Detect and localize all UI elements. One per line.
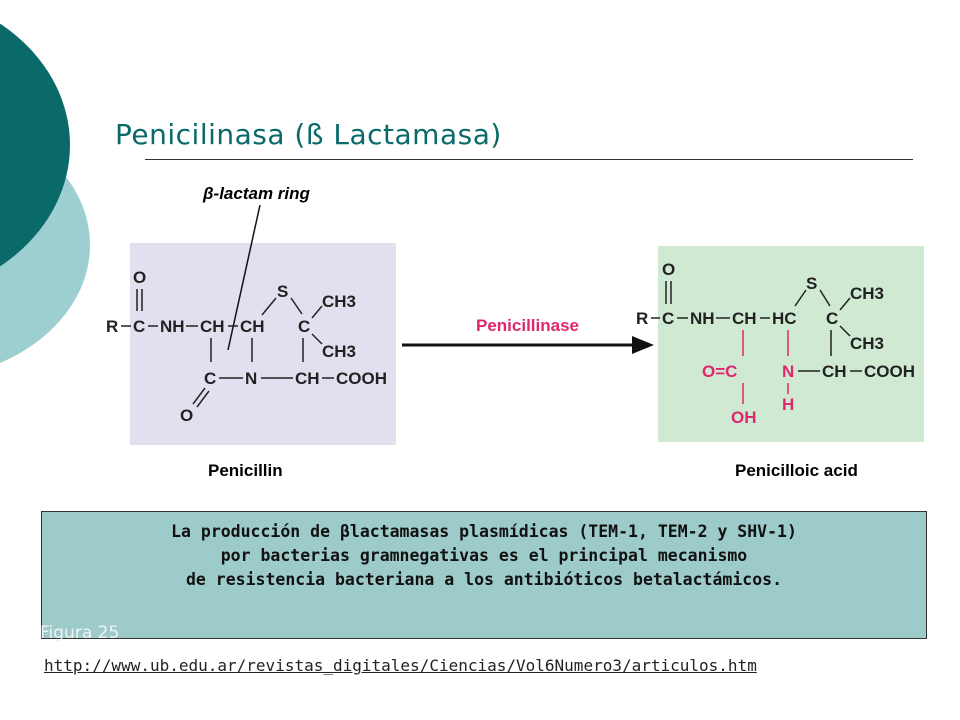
atom-ch3b: CH3 (322, 342, 357, 361)
source-link[interactable]: http://www.ub.edu.ar/revistas_digitales/Ciencias/Vol6Numero3/articulos.htm (44, 656, 757, 675)
atom-ch4-r: CH (822, 362, 847, 381)
penicillin-structure (106, 268, 387, 425)
atom-oc-r: O=C (702, 362, 738, 381)
enzyme-label: Penicillinase (476, 316, 579, 335)
atom-ch3b-r: CH3 (850, 334, 885, 353)
atom-hc-r: HC (772, 309, 797, 328)
atom-ch3a: CH3 (322, 292, 357, 311)
atom-nh-r: NH (690, 309, 715, 328)
atom-n: N (245, 369, 258, 388)
atom-ch1-r: CH (732, 309, 757, 328)
atom-ch4: CH (295, 369, 320, 388)
atom-oh-r: OH (731, 408, 757, 427)
info-line-1: La producción de βlactamasas plasmídicas (TEM-1, TEM-2 y SHV-1) (171, 522, 797, 541)
info-line-3: de resistencia bacteriana a los antibióticos betalactámicos. (185, 570, 783, 589)
atom-o-top: O (133, 268, 147, 287)
atom-c1-r: C (662, 309, 675, 328)
figure-label: Figura 25 (40, 623, 120, 643)
info-line-2: por bacterias gramnegativas es el principal mecanismo (220, 546, 748, 565)
atom-h-r: H (782, 395, 795, 414)
reaction-arrowhead (632, 336, 654, 354)
atom-o-top-r: O (662, 260, 676, 279)
info-box (41, 511, 927, 639)
atom-cooh: COOH (336, 369, 387, 388)
atom-cooh-r: COOH (864, 362, 915, 381)
atom-nh: NH (160, 317, 185, 336)
beta-lactam-label: β-lactam ring (203, 184, 310, 203)
atom-s: S (277, 282, 289, 301)
atom-ch2: CH (240, 317, 265, 336)
atom-ch1: CH (200, 317, 225, 336)
penicilloic-acid-caption: Penicilloic acid (735, 461, 858, 480)
atom-c2-r: C (826, 309, 839, 328)
atom-s-r: S (806, 274, 818, 293)
atom-c2: C (298, 317, 311, 336)
atom-n-r: N (782, 362, 795, 381)
atom-c3: C (204, 369, 217, 388)
slide-title: Penicilinasa (ß Lactamasa) (115, 118, 502, 151)
atom-o-bottom: O (180, 406, 194, 425)
atom-ch3a-r: CH3 (850, 284, 885, 303)
penicilloic-acid-structure (636, 260, 915, 427)
atom-r-r: R (636, 309, 649, 328)
atom-c1: C (133, 317, 146, 336)
penicillin-caption: Penicillin (208, 461, 283, 480)
atom-r: R (106, 317, 119, 336)
